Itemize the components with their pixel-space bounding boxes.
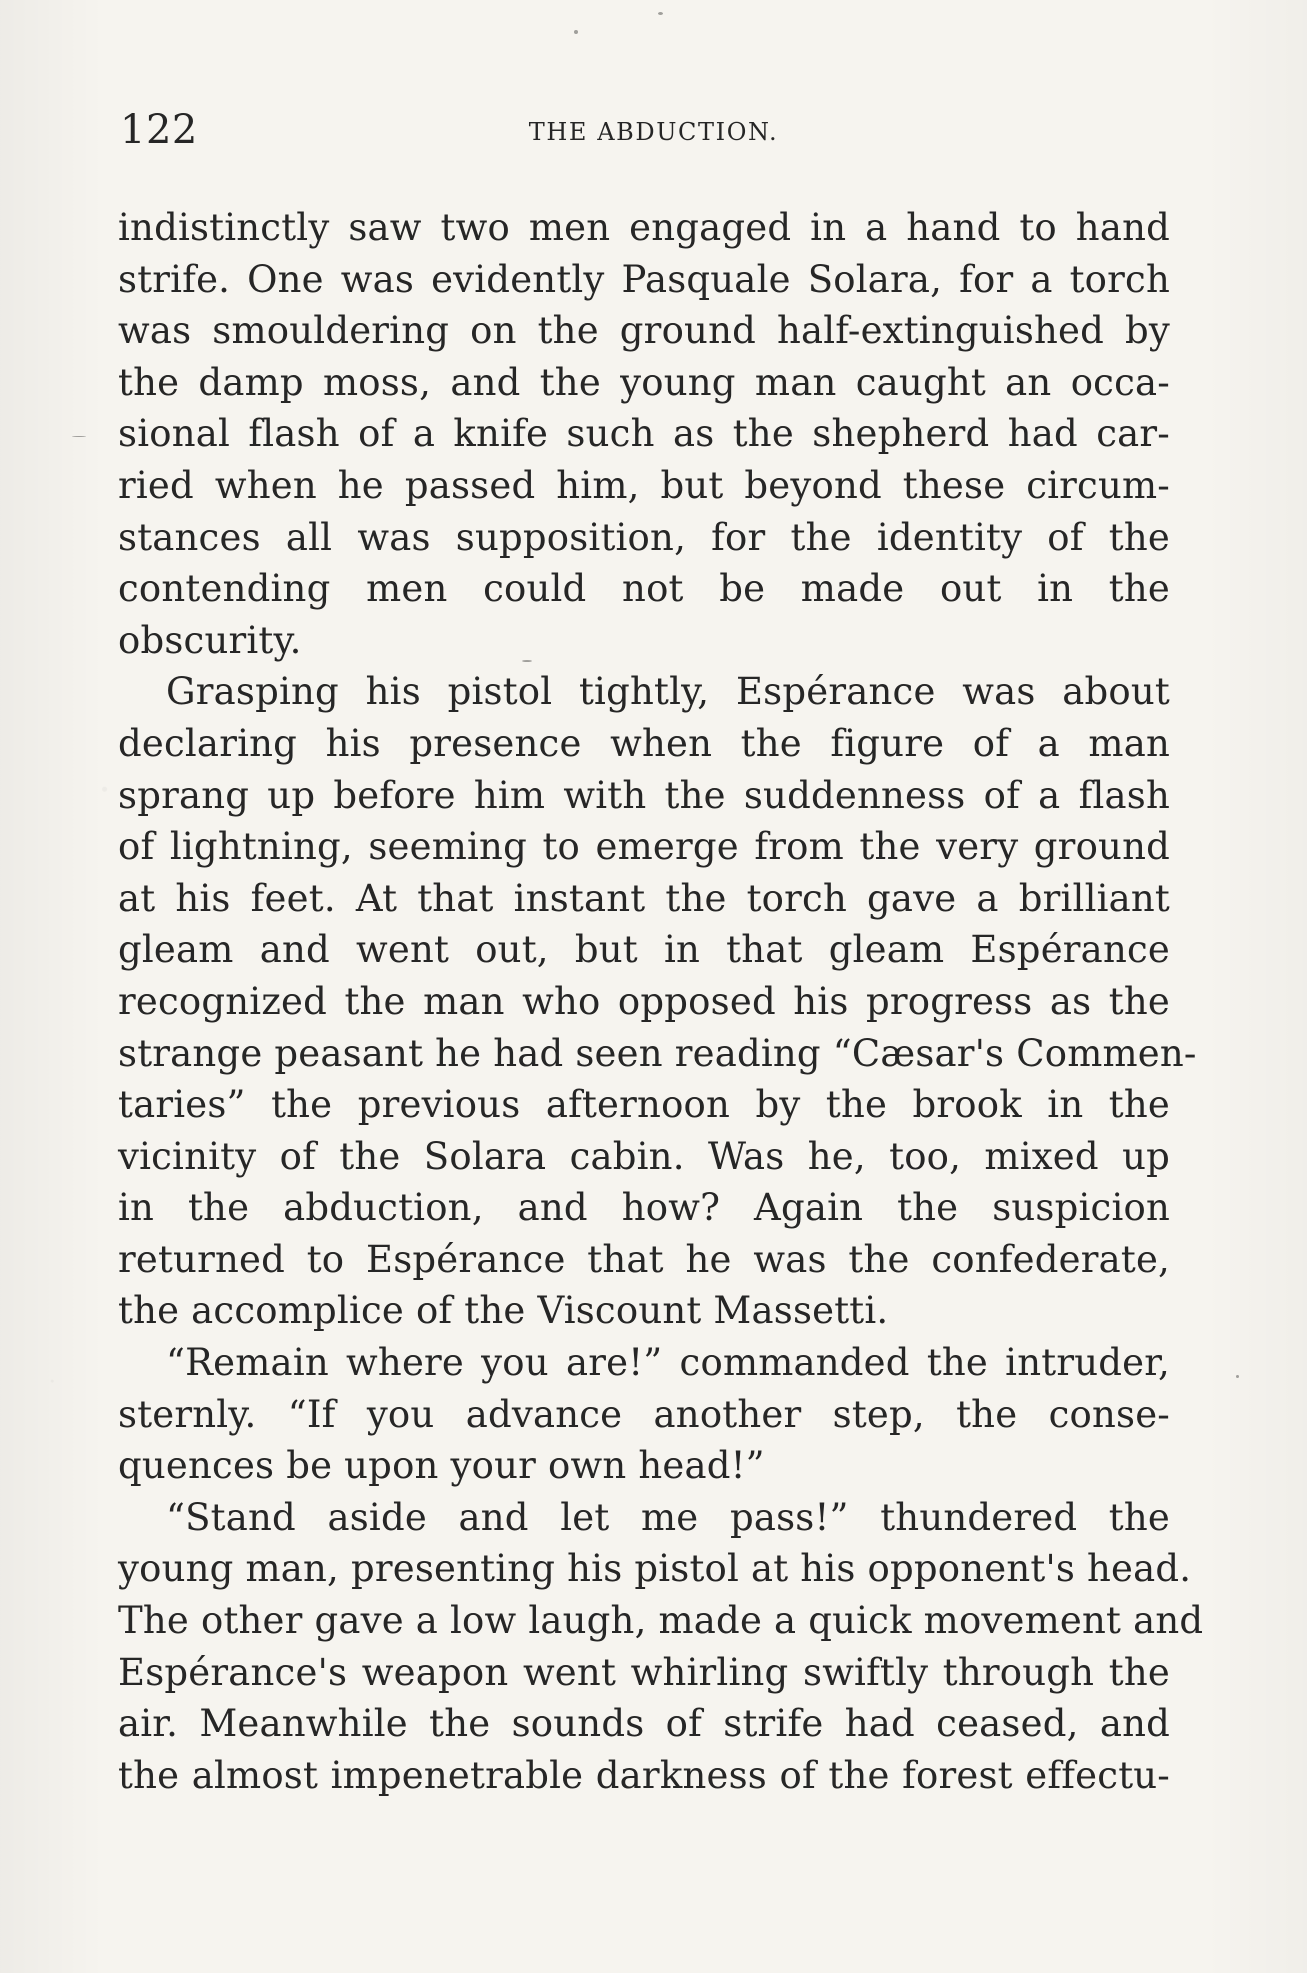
text-line: at his feet. At that instant the torch gave a brilliant bbox=[118, 876, 1170, 920]
text-line: in the abduction, and how? Again the suspicion bbox=[118, 1186, 1170, 1230]
text-line: Espérance's weapon went whirling swiftly through the bbox=[118, 1650, 1170, 1694]
text-line: of lightning, seeming to emerge from the very ground bbox=[118, 825, 1170, 869]
print-speck bbox=[574, 30, 578, 34]
text-line: Grasping his pistol tightly, Espérance was about bbox=[166, 670, 1170, 714]
text-line: sternly. “If you advance another step, the conse- bbox=[118, 1392, 1170, 1436]
page-header bbox=[0, 104, 1307, 156]
text-line: was smouldering on the ground half-extinguished by bbox=[118, 309, 1170, 353]
text-line: contending men could not be made out in the bbox=[118, 567, 1170, 611]
text-line: “Remain where you are!” commanded the intruder, bbox=[166, 1341, 1170, 1385]
text-line: air. Meanwhile the sounds of strife had ceased, and bbox=[118, 1702, 1170, 1746]
text-line: the almost impenetrable darkness of the forest effectu- bbox=[118, 1753, 1170, 1797]
text-line: sprang up before him with the suddenness of a flash bbox=[118, 773, 1170, 817]
print-speck bbox=[658, 12, 663, 15]
body-text bbox=[118, 202, 1204, 1801]
text-line: strange peasant he had seen reading “Cæsar's Commen- bbox=[118, 1031, 1197, 1075]
text-line: gleam and went out, but in that gleam Espérance bbox=[118, 928, 1170, 972]
text-line: recognized the man who opposed his progress as the bbox=[118, 979, 1170, 1023]
text-line: returned to Espérance that he was the confederate, bbox=[118, 1237, 1170, 1281]
text-line: “Stand aside and let me pass!” thundered the bbox=[166, 1495, 1170, 1539]
text-line: vicinity of the Solara cabin. Was he, too, mixed up bbox=[118, 1134, 1170, 1178]
page-number: 122 bbox=[120, 107, 198, 153]
text-line: ried when he passed him, but beyond these circum- bbox=[118, 463, 1170, 507]
text-line: declaring his presence when the figure of a man bbox=[118, 721, 1170, 765]
print-speck bbox=[72, 436, 86, 437]
text-line: the damp moss, and the young man caught an occa- bbox=[118, 360, 1170, 404]
text-line: stances all was supposition, for the identity of the bbox=[118, 515, 1170, 559]
text-line: obscurity. bbox=[118, 618, 302, 662]
text-line: The other gave a low laugh, made a quick movement and bbox=[118, 1599, 1204, 1643]
text-line: sional flash of a knife such as the shepherd had car- bbox=[118, 412, 1170, 456]
text-line: quences be upon your own head!” bbox=[118, 1444, 765, 1488]
text-line: taries” the previous afternoon by the brook in the bbox=[118, 1083, 1170, 1127]
running-title: THE ABDUCTION. bbox=[528, 118, 779, 146]
print-speck bbox=[1236, 1375, 1239, 1378]
text-line: the accomplice of the Viscount Massetti. bbox=[118, 1289, 889, 1333]
text-line: strife. One was evidently Pasquale Solara, for a torch bbox=[118, 257, 1170, 301]
text-line: indistinctly saw two men engaged in a hand to hand bbox=[118, 206, 1170, 249]
text-line: young man, presenting his pistol at his opponent's head. bbox=[118, 1547, 1192, 1591]
